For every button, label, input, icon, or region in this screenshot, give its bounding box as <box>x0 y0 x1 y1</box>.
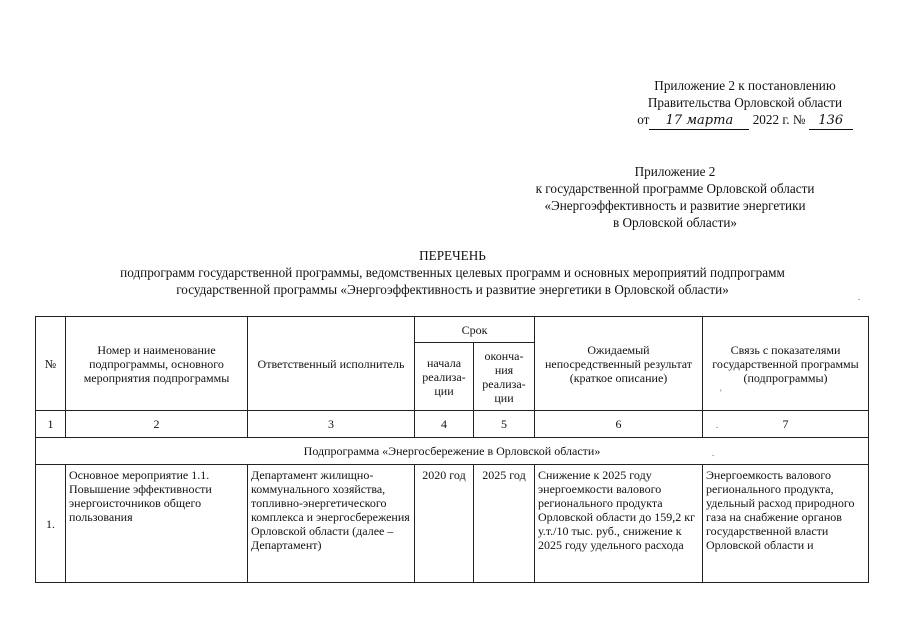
row-num: 1. <box>36 465 66 583</box>
header-term: Срок <box>415 317 535 343</box>
column-number: 2 <box>66 411 248 438</box>
header-executor: Ответственный исполнитель <box>248 317 415 411</box>
title-heading: ПЕРЕЧЕНЬ <box>419 248 486 263</box>
column-number: 3 <box>248 411 415 438</box>
appendix-decree-block <box>600 77 890 130</box>
header-link: Связь с показателями государственной программы (подпрограммы) <box>703 317 869 411</box>
header-start: начала реализа-ции <box>415 343 474 411</box>
header-end: оконча-ния реализа-ции <box>474 343 535 411</box>
appendix-decree-line1: Приложение 2 к постановлению <box>654 78 836 93</box>
column-number: 5 <box>474 411 535 438</box>
header-name: Номер и наименование подпрограммы, основного мероприятия подпрограммы <box>66 317 248 411</box>
appendix-program-line4: в Орловской области» <box>612 215 737 230</box>
table-row <box>36 465 869 583</box>
column-number: 6 <box>535 411 703 438</box>
programs-table <box>35 316 869 583</box>
column-number: 4 <box>415 411 474 438</box>
column-number: 1 <box>36 411 66 438</box>
scan-speck: . <box>712 448 715 458</box>
header-result: Ожидаемый непосредственный результат (краткое описание) <box>535 317 703 411</box>
appendix-program-line1: Приложение 2 <box>634 164 716 179</box>
from-label: от <box>637 112 650 127</box>
subprogram-title: Подпрограмма «Энергосбережение в Орловской области» <box>36 438 869 465</box>
scan-speck: . <box>858 292 861 302</box>
subprogram-row <box>36 438 869 465</box>
appendix-program-line3: «Энергоэффективность и развитие энергетики <box>544 198 806 213</box>
row-result: Снижение к 2025 году энергоемкости валового регионального продукта Орловской области до 159,2 кг у.т./10 тыс. руб., снижение к 2025 году удельного расхода <box>535 465 703 583</box>
row-start: 2020 год <box>415 465 474 583</box>
title-line1: подпрограмм государственной программы, ведомственных целевых программ и основных мероприятий подпрограмм <box>120 265 785 280</box>
handwritten-date: 17 марта <box>649 112 749 130</box>
appendix-decree-line2: Правительства Орловской области <box>647 95 843 110</box>
row-name: Основное мероприятие 1.1. Повышение эффективности энергоисточников общего пользования <box>66 465 248 583</box>
appendix-decree-date-line <box>600 111 890 130</box>
year-text: 2022 г. № <box>752 112 806 127</box>
row-executor: Департамент жилищно-коммунального хозяйства, топливно-энергетического комплекса и энергосбережения Орловской области (далее – Департамент) <box>248 465 415 583</box>
row-end: 2025 год <box>474 465 535 583</box>
handwritten-number: 136 <box>809 112 853 130</box>
appendix-program-line2: к государственной программе Орловской области <box>535 181 815 196</box>
column-number-row <box>36 411 869 438</box>
column-number: 7 <box>703 411 869 438</box>
scan-speck: . <box>716 420 719 430</box>
header-num: № <box>36 317 66 411</box>
title-line2: государственной программы «Энергоэффективность и развитие энергетики в Орловской области» <box>176 282 729 297</box>
scan-speck: ' <box>720 388 722 398</box>
header-row-1 <box>36 317 869 343</box>
document-title <box>0 247 905 298</box>
row-link: Энергоемкость валового регионального продукта, удельный расход природного газа на снабжение органов государственной власти Орловской области и <box>703 465 869 583</box>
appendix-program-block <box>440 163 905 231</box>
